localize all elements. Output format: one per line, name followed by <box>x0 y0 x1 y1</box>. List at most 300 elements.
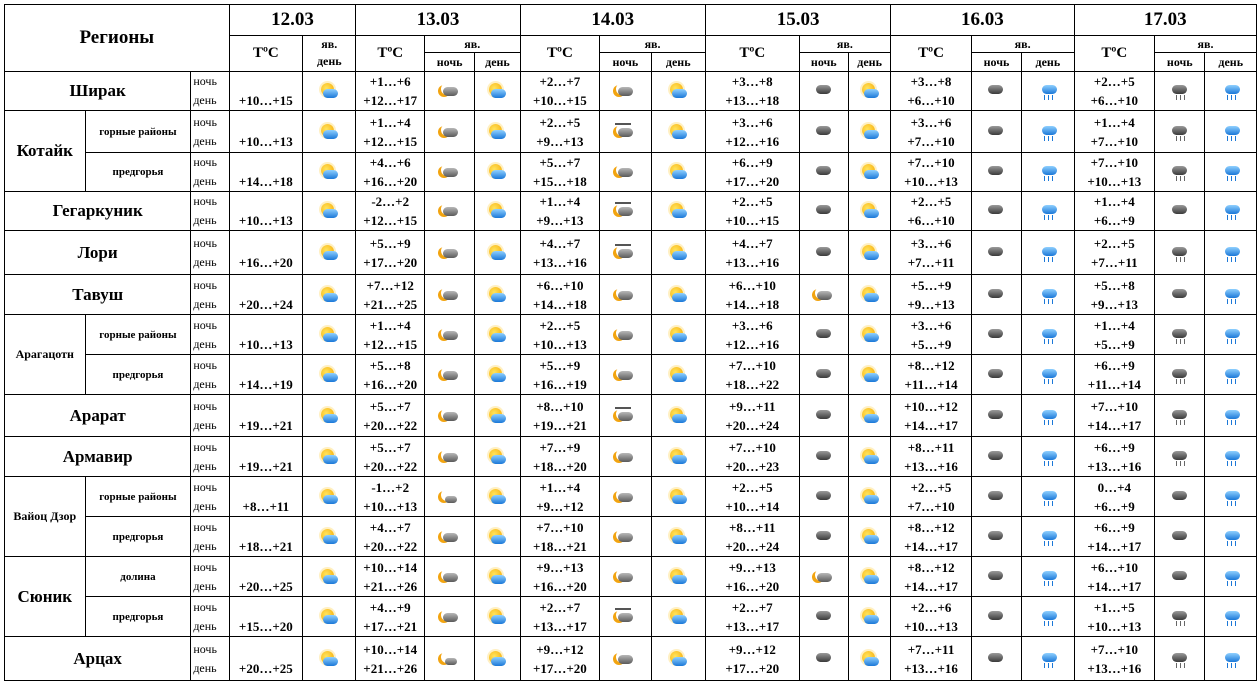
moon-cloud-icon <box>614 528 636 546</box>
temp-cell: +6…+9 +11…+14 <box>1074 355 1155 395</box>
weather-cell <box>303 192 356 231</box>
weather-cell <box>424 275 474 315</box>
cloud-icon <box>1169 202 1191 220</box>
weather-cell <box>1155 517 1205 557</box>
subregion-name: предгорья <box>85 517 191 557</box>
temp-cell: +7…+10 +10…+13 <box>1074 153 1155 192</box>
sun-cloud-icon <box>859 244 881 262</box>
cloud-icon <box>813 650 835 668</box>
region-name: Лори <box>5 231 191 275</box>
sun-cloud-icon <box>667 528 689 546</box>
weather-cell <box>971 637 1021 681</box>
time-of-day-labels: ночь день <box>191 517 229 557</box>
sun-cloud-icon <box>318 202 340 220</box>
sun-cloud-icon <box>667 448 689 466</box>
weather-cell <box>600 231 651 275</box>
cloud-icon <box>985 528 1007 546</box>
sun-cloud-icon <box>486 244 508 262</box>
temp-cell: +3…+6 +7…+11 <box>891 231 972 275</box>
cloud-icon <box>985 448 1007 466</box>
subregion-name: горные районы <box>85 477 191 517</box>
cloud-icon <box>985 366 1007 384</box>
weather-cell <box>971 275 1021 315</box>
moon-cloud-icon <box>614 163 636 181</box>
temp-cell: +7…+10 +20…+23 <box>705 437 799 477</box>
weather-cell <box>799 355 848 395</box>
weather-cell <box>971 395 1021 437</box>
weather-cell <box>600 437 651 477</box>
temp-cell: +19…+21 <box>229 437 303 477</box>
temp-cell: +4…+9 +17…+21 <box>356 597 424 637</box>
temp-cell: +4…+7 +13…+16 <box>520 231 600 275</box>
rain-icon <box>1037 568 1059 586</box>
temp-cell: +6…+10 +14…+18 <box>705 275 799 315</box>
weather-cell <box>971 557 1021 597</box>
rain-icon <box>1220 568 1242 586</box>
weather-cell <box>651 72 705 111</box>
forecast-table <box>4 4 1257 681</box>
cloud-icon <box>985 488 1007 506</box>
sun-cloud-icon <box>667 366 689 384</box>
weather-cell <box>600 637 651 681</box>
region-name: Арарат <box>5 395 191 437</box>
weather-cell <box>303 517 356 557</box>
weather-cell <box>1205 315 1257 355</box>
weather-cell <box>848 111 890 153</box>
weather-cell <box>1155 395 1205 437</box>
region-name: Котайк <box>5 111 86 192</box>
weather-cell <box>303 395 356 437</box>
time-of-day-labels: ночь день <box>191 231 229 275</box>
sun-cloud-icon <box>667 326 689 344</box>
moon-cloud-icon <box>439 407 461 425</box>
weather-cell <box>1022 111 1074 153</box>
rain-icon <box>1037 163 1059 181</box>
storm-icon <box>1169 163 1191 181</box>
weather-cell <box>1022 597 1074 637</box>
weather-cell <box>1022 231 1074 275</box>
weather-cell <box>600 315 651 355</box>
sun-cloud-icon <box>318 123 340 141</box>
rain-icon <box>1220 202 1242 220</box>
cloud-icon <box>1169 488 1191 506</box>
time-of-day-labels: ночь день <box>191 315 229 355</box>
sun-cloud-icon <box>318 650 340 668</box>
sun-cloud-icon <box>859 448 881 466</box>
weather-cell <box>1205 517 1257 557</box>
weather-cell <box>799 477 848 517</box>
temp-cell: +4…+6 +16…+20 <box>356 153 424 192</box>
temp-cell: +1…+4 +12…+15 <box>356 111 424 153</box>
weather-cell <box>848 437 890 477</box>
weather-cell <box>475 231 520 275</box>
weather-cell <box>1205 355 1257 395</box>
weather-cell <box>799 153 848 192</box>
sun-cloud-icon <box>318 407 340 425</box>
sun-cloud-icon <box>667 608 689 626</box>
weather-cell <box>799 275 848 315</box>
moon-cloud-icon <box>439 123 461 141</box>
weather-cell <box>848 315 890 355</box>
moon-cloud-icon <box>614 650 636 668</box>
temp-cell: +9…+12 +17…+20 <box>705 637 799 681</box>
weather-cell <box>303 72 356 111</box>
weather-cell <box>475 72 520 111</box>
cloud-icon <box>985 202 1007 220</box>
moon-cloud-icon <box>439 528 461 546</box>
weather-cell <box>1205 111 1257 153</box>
sun-cloud-icon <box>667 244 689 262</box>
temp-cell: +2…+5 +10…+13 <box>520 315 600 355</box>
weather-cell <box>1155 72 1205 111</box>
weather-cell <box>424 315 474 355</box>
date-header: 15.03 <box>705 5 890 36</box>
temp-cell: +9…+12 +17…+20 <box>520 637 600 681</box>
weather-cell <box>600 517 651 557</box>
day-header: день <box>303 53 356 72</box>
weather-cell <box>475 192 520 231</box>
weather-cell <box>424 477 474 517</box>
storm-icon <box>1169 123 1191 141</box>
weather-cell <box>799 637 848 681</box>
rain-icon <box>1037 326 1059 344</box>
weather-cell <box>971 355 1021 395</box>
temp-cell: +5…+9 +16…+19 <box>520 355 600 395</box>
cloud-icon <box>813 528 835 546</box>
weather-cell <box>303 315 356 355</box>
moon-cloud-icon <box>439 244 461 262</box>
temp-cell: +2…+5 +10…+14 <box>705 477 799 517</box>
weather-cell <box>475 315 520 355</box>
rain-icon <box>1220 244 1242 262</box>
sun-cloud-icon <box>318 286 340 304</box>
temp-cell: +14…+19 <box>229 355 303 395</box>
temp-cell: +19…+21 <box>229 395 303 437</box>
temp-cell: +1…+6 +12…+17 <box>356 72 424 111</box>
night-header: ночь <box>799 53 848 72</box>
rain-icon <box>1037 528 1059 546</box>
weather-cell <box>600 72 651 111</box>
weather-cell <box>424 395 474 437</box>
sun-cloud-icon <box>859 82 881 100</box>
temp-cell: +8…+12 +14…+17 <box>891 557 972 597</box>
weather-cell <box>1022 315 1074 355</box>
temp-cell: +7…+10 +18…+21 <box>520 517 600 557</box>
time-of-day-labels: ночь день <box>191 111 229 153</box>
weather-cell <box>1022 355 1074 395</box>
weather-cell <box>475 597 520 637</box>
rain-icon <box>1220 488 1242 506</box>
moon-cloud-icon <box>439 608 461 626</box>
weather-cell <box>475 153 520 192</box>
weather-cell <box>475 355 520 395</box>
weather-cell <box>1155 275 1205 315</box>
storm-icon <box>1169 650 1191 668</box>
sun-cloud-icon <box>318 568 340 586</box>
weather-cell <box>303 597 356 637</box>
weather-cell <box>1022 637 1074 681</box>
time-of-day-labels: ночь день <box>191 355 229 395</box>
weather-cell <box>1155 637 1205 681</box>
weather-cell <box>600 395 651 437</box>
weather-cell <box>303 153 356 192</box>
temp-cell: +5…+7 +20…+22 <box>356 437 424 477</box>
moon-cloud-icon <box>439 163 461 181</box>
rain-icon <box>1220 366 1242 384</box>
time-of-day-labels: ночь день <box>191 395 229 437</box>
weather-cell <box>303 477 356 517</box>
yav-header: яв. <box>303 36 356 53</box>
weather-cell <box>1205 437 1257 477</box>
weather-cell <box>600 477 651 517</box>
weather-cell <box>799 231 848 275</box>
temp-cell: +1…+5 +10…+13 <box>1074 597 1155 637</box>
weather-cell <box>971 517 1021 557</box>
temp-cell: +7…+10 +14…+17 <box>1074 395 1155 437</box>
temp-cell: +2…+6 +10…+13 <box>891 597 972 637</box>
rain-icon <box>1037 448 1059 466</box>
temp-cell: +5…+7 +15…+18 <box>520 153 600 192</box>
sun-cloud-icon <box>318 82 340 100</box>
temp-cell: +10…+15 <box>229 72 303 111</box>
weather-cell <box>1155 231 1205 275</box>
rain-icon <box>1220 82 1242 100</box>
weather-cell <box>1155 437 1205 477</box>
temp-cell: +7…+11 +13…+16 <box>891 637 972 681</box>
weather-cell <box>1205 72 1257 111</box>
weather-cell <box>1022 192 1074 231</box>
temp-cell: +1…+4 +12…+15 <box>356 315 424 355</box>
moon-cloud-icon <box>813 286 835 304</box>
weather-cell <box>1205 637 1257 681</box>
sun-cloud-icon <box>486 608 508 626</box>
temp-header: ТºС <box>356 36 424 72</box>
weather-cell <box>651 192 705 231</box>
weather-cell <box>1022 275 1074 315</box>
night-header: ночь <box>971 53 1021 72</box>
weather-cell <box>1022 72 1074 111</box>
sun-cloud-icon <box>486 528 508 546</box>
sun-cloud-icon <box>318 488 340 506</box>
weather-cell <box>475 557 520 597</box>
subregion-name: горные районы <box>85 111 191 153</box>
temp-cell: +10…+14 +21…+26 <box>356 637 424 681</box>
rain-icon <box>1037 202 1059 220</box>
rain-icon <box>1037 366 1059 384</box>
temp-cell: +3…+8 +6…+10 <box>891 72 972 111</box>
weather-cell <box>424 231 474 275</box>
temp-cell: +5…+7 +20…+22 <box>356 395 424 437</box>
weather-cell <box>475 395 520 437</box>
weather-cell <box>424 153 474 192</box>
weather-cell <box>1155 477 1205 517</box>
moon-cloud-icon <box>614 366 636 384</box>
weather-cell <box>651 231 705 275</box>
moon-cloud-icon <box>614 326 636 344</box>
temp-cell: +1…+4 +6…+9 <box>1074 192 1155 231</box>
sun-cloud-icon <box>486 366 508 384</box>
weather-cell <box>424 597 474 637</box>
temp-cell: +15…+20 <box>229 597 303 637</box>
night-header: ночь <box>600 53 651 72</box>
sun-cloud-icon <box>318 326 340 344</box>
weather-cell <box>651 477 705 517</box>
temp-cell: +7…+9 +18…+20 <box>520 437 600 477</box>
temp-cell: 0…+4 +6…+9 <box>1074 477 1155 517</box>
moon-cloud-icon <box>439 286 461 304</box>
day-header: день <box>651 53 705 72</box>
sun-cloud-icon <box>486 202 508 220</box>
moon-fog-icon <box>614 608 636 626</box>
storm-icon <box>1169 448 1191 466</box>
rain-icon <box>1037 123 1059 141</box>
weather-cell <box>1155 192 1205 231</box>
weather-cell <box>651 517 705 557</box>
sun-cloud-icon <box>667 650 689 668</box>
weather-cell <box>971 72 1021 111</box>
temp-cell: +2…+5 +7…+11 <box>1074 231 1155 275</box>
rain-icon <box>1037 82 1059 100</box>
temp-cell: +18…+21 <box>229 517 303 557</box>
subregion-name: предгорья <box>85 153 191 192</box>
temp-cell: +1…+4 +9…+12 <box>520 477 600 517</box>
weather-cell <box>848 355 890 395</box>
time-of-day-labels: ночь день <box>191 637 229 681</box>
yav-header: яв. <box>424 36 520 53</box>
weather-cell <box>799 395 848 437</box>
weather-cell <box>848 557 890 597</box>
weather-cell <box>1205 477 1257 517</box>
temp-cell: +5…+8 +9…+13 <box>1074 275 1155 315</box>
temp-header: ТºС <box>520 36 600 72</box>
day-header: день <box>1022 53 1074 72</box>
temp-cell: +5…+9 +9…+13 <box>891 275 972 315</box>
region-name: Сюник <box>5 557 86 637</box>
subregion-name: предгорья <box>85 597 191 637</box>
storm-icon <box>1169 608 1191 626</box>
weather-cell <box>1155 315 1205 355</box>
temp-cell: -2…+2 +12…+15 <box>356 192 424 231</box>
day-header: день <box>475 53 520 72</box>
weather-cell <box>971 111 1021 153</box>
moon-icon <box>439 488 461 506</box>
sun-cloud-icon <box>667 286 689 304</box>
date-header: 13.03 <box>356 5 520 36</box>
weather-cell <box>303 275 356 315</box>
weather-cell <box>1155 597 1205 637</box>
sun-cloud-icon <box>318 244 340 262</box>
weather-cell <box>848 275 890 315</box>
cloud-icon <box>813 407 835 425</box>
weather-cell <box>475 477 520 517</box>
sun-cloud-icon <box>859 488 881 506</box>
weather-cell <box>848 517 890 557</box>
weather-cell <box>799 72 848 111</box>
temp-cell: +3…+6 +7…+10 <box>891 111 972 153</box>
weather-cell <box>303 637 356 681</box>
sun-cloud-icon <box>859 286 881 304</box>
temp-cell: +2…+5 +6…+10 <box>891 192 972 231</box>
moon-cloud-icon <box>439 326 461 344</box>
temp-cell: +6…+10 +14…+18 <box>520 275 600 315</box>
moon-fog-icon <box>614 202 636 220</box>
sun-cloud-icon <box>486 326 508 344</box>
temp-cell: +8…+11 <box>229 477 303 517</box>
temp-cell: +16…+20 <box>229 231 303 275</box>
time-of-day-labels: ночь день <box>191 72 229 111</box>
temp-cell: +7…+10 +13…+16 <box>1074 637 1155 681</box>
moon-cloud-icon <box>614 568 636 586</box>
weather-cell <box>303 437 356 477</box>
date-header: 17.03 <box>1074 5 1256 36</box>
rain-icon <box>1220 407 1242 425</box>
time-of-day-labels: ночь день <box>191 597 229 637</box>
temp-cell: +2…+7 +13…+17 <box>520 597 600 637</box>
sun-cloud-icon <box>667 202 689 220</box>
temp-header: ТºС <box>705 36 799 72</box>
time-of-day-labels: ночь день <box>191 153 229 192</box>
rain-icon <box>1037 488 1059 506</box>
weather-cell <box>848 72 890 111</box>
time-of-day-labels: ночь день <box>191 437 229 477</box>
cloud-icon <box>813 244 835 262</box>
sun-cloud-icon <box>318 608 340 626</box>
weather-cell <box>799 557 848 597</box>
temp-cell: +5…+8 +16…+20 <box>356 355 424 395</box>
temp-cell: +2…+5 +6…+10 <box>1074 72 1155 111</box>
sun-cloud-icon <box>667 82 689 100</box>
storm-icon <box>1169 82 1191 100</box>
temp-cell: +3…+6 +5…+9 <box>891 315 972 355</box>
date-header: 14.03 <box>520 5 705 36</box>
weather-cell <box>303 557 356 597</box>
weather-cell <box>971 153 1021 192</box>
cloud-icon <box>985 326 1007 344</box>
sun-cloud-icon <box>318 528 340 546</box>
weather-cell <box>651 557 705 597</box>
weather-cell <box>799 517 848 557</box>
moon-fog-icon <box>614 407 636 425</box>
moon-cloud-icon <box>813 568 835 586</box>
temp-cell: +1…+4 +5…+9 <box>1074 315 1155 355</box>
sun-cloud-icon <box>486 163 508 181</box>
cloud-icon <box>813 163 835 181</box>
weather-cell <box>1205 231 1257 275</box>
yav-header: яв. <box>971 36 1074 53</box>
cloud-icon <box>813 123 835 141</box>
sun-cloud-icon <box>486 448 508 466</box>
storm-icon <box>1169 244 1191 262</box>
temp-cell: +9…+13 +16…+20 <box>705 557 799 597</box>
rain-icon <box>1220 326 1242 344</box>
temp-cell: +2…+7 +13…+17 <box>705 597 799 637</box>
subregion-name: горные районы <box>85 315 191 355</box>
cloud-icon <box>985 407 1007 425</box>
weather-cell <box>1022 477 1074 517</box>
sun-cloud-icon <box>667 407 689 425</box>
day-header: день <box>848 53 890 72</box>
weather-cell <box>424 72 474 111</box>
temp-cell: +6…+9 +13…+16 <box>1074 437 1155 477</box>
weather-cell <box>971 437 1021 477</box>
weather-cell <box>424 557 474 597</box>
storm-icon <box>1169 326 1191 344</box>
date-header: 12.03 <box>229 5 356 36</box>
cloud-icon <box>1169 286 1191 304</box>
rain-icon <box>1220 528 1242 546</box>
temp-cell: +10…+13 <box>229 192 303 231</box>
cloud-icon <box>985 82 1007 100</box>
